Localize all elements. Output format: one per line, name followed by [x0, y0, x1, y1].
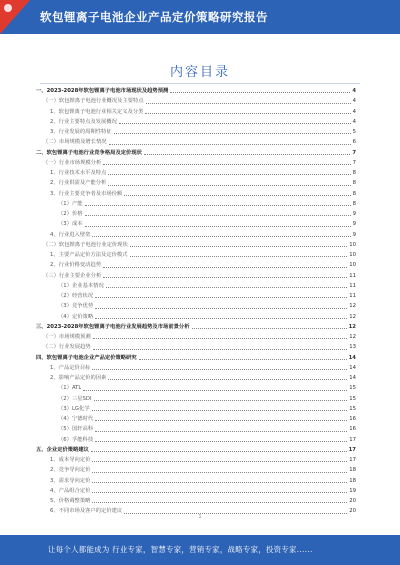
toc-entry[interactable]: [36, 260, 356, 270]
toc-entry-text: （3）竞争优势: [58, 303, 94, 310]
toc-entry-text: 4、行业进入壁垒: [50, 231, 91, 238]
toc-leader-dots: [108, 174, 350, 175]
toc-leader-dots: [85, 226, 351, 227]
toc-entry-text: （2）经营状况: [58, 293, 94, 299]
toc-entry-text: （5）国轩高科: [58, 426, 94, 433]
toc-leader-dots: [144, 154, 350, 155]
toc-entry[interactable]: [36, 312, 356, 322]
toc-entry[interactable]: [36, 168, 356, 178]
toc-entry-text: （4）定价策略: [58, 313, 94, 320]
toc-entry[interactable]: [36, 107, 356, 117]
toc-entry[interactable]: [36, 342, 356, 352]
toc-entry-page: 17: [349, 436, 356, 443]
toc-entry[interactable]: [36, 322, 356, 332]
toc-leader-dots: [130, 256, 348, 257]
toc-entry-page: 16: [349, 416, 356, 422]
toc-entry-page: 4: [352, 118, 356, 125]
toc-leader-dots: [103, 277, 347, 278]
toc-entry-text: （6）孚能科技: [58, 436, 94, 443]
toc-leader-dots: [85, 215, 351, 216]
toc-entry[interactable]: [36, 476, 356, 486]
toc-entry-page: 10: [349, 262, 356, 269]
toc-entry-page: 4: [352, 98, 356, 105]
toc-entry[interactable]: [36, 394, 356, 404]
toc-entry-page: 14: [349, 364, 356, 371]
toc-entry[interactable]: [36, 96, 356, 106]
toc-entry-page: 14: [348, 354, 356, 361]
toc-leader-dots: [95, 420, 347, 421]
table-of-contents: [36, 86, 356, 517]
toc-entry[interactable]: [36, 178, 356, 188]
toc-leader-dots: [92, 369, 347, 370]
toc-entry[interactable]: [36, 363, 356, 373]
toc-leader-dots: [95, 297, 347, 298]
toc-entry-page: 9: [352, 221, 356, 228]
toc-entry-page: 17: [348, 446, 356, 453]
toc-entry-text: 1、软包锂离子电池行业相关定义及分类: [50, 108, 144, 115]
toc-entry-page: 20: [349, 508, 356, 515]
toc-leader-dots: [83, 390, 347, 391]
toc-entry-text: 2、影响产品定价的因素: [50, 375, 107, 381]
logo-icon: [4, 4, 12, 12]
toc-leader-dots: [124, 195, 350, 196]
toc-entry-page: 9: [352, 231, 356, 238]
toc-entry-text: 3、行业主要竞争者及市场份额: [50, 190, 123, 197]
toc-entry[interactable]: [36, 148, 356, 158]
toc-leader-dots: [108, 379, 347, 380]
toc-entry[interactable]: [36, 445, 356, 455]
toc-leader-dots: [95, 441, 347, 442]
toc-entry-text: 1、成本导向定价: [50, 457, 91, 463]
toc-leader-dots: [94, 400, 348, 401]
toc-entry[interactable]: [36, 117, 356, 127]
toc-entry[interactable]: [36, 250, 356, 260]
toc-entry-text: 1、行业技术水平及特点: [50, 170, 107, 176]
toc-entry-page: 15: [349, 395, 356, 402]
toc-leader-dots: [92, 410, 348, 411]
toc-entry-text: （二）行业发展趋势: [43, 344, 91, 351]
toc-leader-dots: [103, 267, 347, 268]
toc-entry[interactable]: [36, 240, 356, 250]
toc-entry-page: 20: [349, 498, 356, 504]
toc-leader-dots: [95, 431, 347, 432]
toc-entry-text: 3、需求导向定价: [50, 477, 91, 484]
toc-entry[interactable]: [36, 271, 356, 281]
toc-entry-page: 15: [349, 405, 356, 412]
toc-leader-dots: [93, 349, 348, 350]
toc-entry[interactable]: [36, 158, 356, 168]
toc-entry-text: 4、产品组合定价: [50, 487, 91, 494]
toc-entry-page: 10: [349, 252, 356, 258]
toc-entry[interactable]: [36, 383, 356, 393]
toc-entry[interactable]: [36, 424, 356, 434]
toc-leader-dots: [130, 246, 347, 247]
report-title: 软包锂离子电池企业产品定价策略研究报告: [40, 10, 268, 24]
toc-entry-text: （一）软包锂离子电池行业概况及主要特点: [43, 98, 144, 105]
toc-entry-page: 7: [352, 159, 356, 166]
toc-entry-page: 8: [352, 170, 356, 176]
toc-entry-text: 一、2023-2028年软包锂离子电池市场现状及趋势预测: [36, 88, 169, 94]
toc-entry-text: （二）软包锂离子电池行业定价现状: [43, 241, 128, 248]
toc-entry-text: 3、行业发展的周期性特征: [50, 129, 112, 135]
toc-leader-dots: [139, 359, 347, 360]
toc-entry-page: 13: [349, 344, 356, 351]
toc-entry-page: 11: [349, 293, 356, 299]
toc-entry-text: （2）价格: [58, 211, 83, 217]
toc-entry[interactable]: [36, 455, 356, 465]
toc-leader-dots: [85, 205, 351, 206]
toc-entry-text: 1、产品定价目标: [50, 364, 91, 371]
toc-entry-text: （3）成本: [58, 221, 83, 228]
toc-entry[interactable]: [36, 373, 356, 383]
toc-entry-text: 二、软包锂离子电池行业竞争格局及定价现状: [36, 149, 142, 156]
toc-entry-text: （3）LG化学: [58, 405, 90, 412]
toc-entry-page: 6: [352, 139, 356, 146]
toc-entry-page: 10: [349, 241, 356, 248]
toc-entry[interactable]: [36, 219, 356, 229]
toc-entry-page: 19: [349, 487, 356, 494]
toc-entry-page: 12: [349, 313, 356, 320]
toc-leader-dots: [108, 185, 350, 186]
toc-leader-dots: [109, 144, 351, 145]
toc-entry-page: 9: [352, 211, 356, 217]
toc-entry-text: 2、竞争导向定价: [50, 467, 91, 474]
toc-entry-page: 5: [352, 129, 356, 135]
toc-entry-page: 18: [349, 467, 356, 474]
toc-entry[interactable]: [36, 199, 356, 209]
toc-entry[interactable]: [36, 137, 356, 147]
toc-leader-dots: [145, 113, 350, 114]
toc-entry[interactable]: [36, 127, 356, 137]
toc-entry-text: （1）ATL: [58, 385, 82, 392]
toc-leader-dots: [92, 502, 347, 503]
page-number: 1: [198, 514, 202, 520]
toc-entry-page: 7: [352, 149, 356, 156]
toc-entry-page: 4: [352, 108, 356, 115]
toc-leader-dots: [192, 328, 347, 329]
toc-leader-dots: [95, 308, 347, 309]
toc-entry-text: 五、企业定价策略建议: [36, 446, 89, 453]
toc-entry[interactable]: [36, 209, 356, 219]
toc-entry-page: 8: [352, 180, 356, 187]
toc-entry-page: 15: [349, 385, 356, 392]
toc-entry[interactable]: [36, 291, 356, 301]
toc-entry-text: （1）产能: [58, 200, 83, 207]
header-bar: [0, 0, 400, 34]
toc-entry-page: 12: [349, 303, 356, 310]
toc-entry-text: 2、行业供需及产能分析: [50, 180, 107, 187]
toc-entry[interactable]: [36, 465, 356, 475]
toc-heading: 内容目录: [169, 65, 230, 80]
toc-entry[interactable]: [36, 332, 356, 342]
toc-entry-page: 14: [349, 375, 356, 381]
toc-entry[interactable]: [36, 496, 356, 506]
toc-entry-text: （2）三星SDI: [58, 395, 92, 402]
toc-entry-page: 18: [349, 477, 356, 484]
toc-entry-page: 8: [352, 200, 356, 207]
toc-entry-page: 4: [352, 88, 356, 94]
toc-entry-text: （1）企业基本情况: [58, 282, 104, 289]
toc-entry[interactable]: [36, 404, 356, 414]
toc-leader-dots: [103, 164, 350, 165]
toc-entry[interactable]: [36, 435, 356, 445]
toc-entry-text: （二）市场规模及增长情况: [43, 139, 107, 146]
toc-entry[interactable]: [36, 486, 356, 496]
toc-leader-dots: [92, 492, 347, 493]
toc-divider: [40, 83, 360, 84]
toc-entry-text: 三、2023-2028年软包锂离子电池行业发展趋势及市场前景分析: [36, 323, 190, 330]
toc-entry[interactable]: [36, 189, 356, 199]
toc-entry-page: 11: [349, 272, 356, 279]
toc-entry[interactable]: [36, 230, 356, 240]
toc-entry-text: 5、价格调整策略: [50, 498, 91, 504]
toc-entry[interactable]: [36, 414, 356, 424]
toc-entry-text: （三）行业主要企业分析: [43, 272, 102, 279]
toc-entry-page: 11: [349, 282, 356, 289]
toc-entry-text: 2、行业价格变动趋势: [50, 262, 102, 269]
toc-entry-text: 6、不同市场及客户的定价建议: [50, 508, 123, 515]
toc-leader-dots: [92, 482, 347, 483]
toc-entry-text: 2、行业主要特点及发展概况: [50, 118, 117, 125]
toc-leader-dots: [92, 236, 350, 237]
toc-entry-text: 四、软包锂离子电池企业产品定价策略研究: [36, 354, 137, 361]
toc-entry-page: 12: [349, 334, 356, 340]
toc-leader-dots: [92, 461, 347, 462]
toc-entry-page: 16: [349, 426, 356, 433]
toc-entry[interactable]: [36, 281, 356, 291]
toc-entry-text: 1、主要产品定价方法及定价模式: [50, 252, 128, 258]
toc-leader-dots: [114, 133, 351, 134]
toc-leader-dots: [92, 472, 347, 473]
footer-bar: [0, 535, 400, 565]
toc-entry[interactable]: [36, 353, 356, 363]
toc-entry[interactable]: [36, 301, 356, 311]
toc-leader-dots: [95, 318, 347, 319]
toc-entry[interactable]: [36, 86, 356, 96]
toc-leader-dots: [146, 103, 351, 104]
toc-entry-page: 8: [352, 190, 356, 197]
toc-leader-dots: [91, 451, 347, 452]
toc-leader-dots: [106, 287, 348, 288]
toc-entry-page: 12: [348, 323, 356, 330]
toc-entry-page: 17: [349, 457, 356, 463]
toc-entry-text: （4）宁德时代: [58, 416, 94, 422]
toc-leader-dots: [93, 338, 348, 339]
toc-leader-dots: [170, 92, 350, 93]
toc-entry-text: （一）市场规模预测: [43, 334, 91, 340]
toc-entry-text: （一）行业市场规模分析: [43, 159, 102, 166]
footer-slogan: 让每个人都能成为 行业专家，智慧专家，营销专家，战略专家，投资专家......: [48, 545, 313, 554]
toc-leader-dots: [119, 123, 351, 124]
